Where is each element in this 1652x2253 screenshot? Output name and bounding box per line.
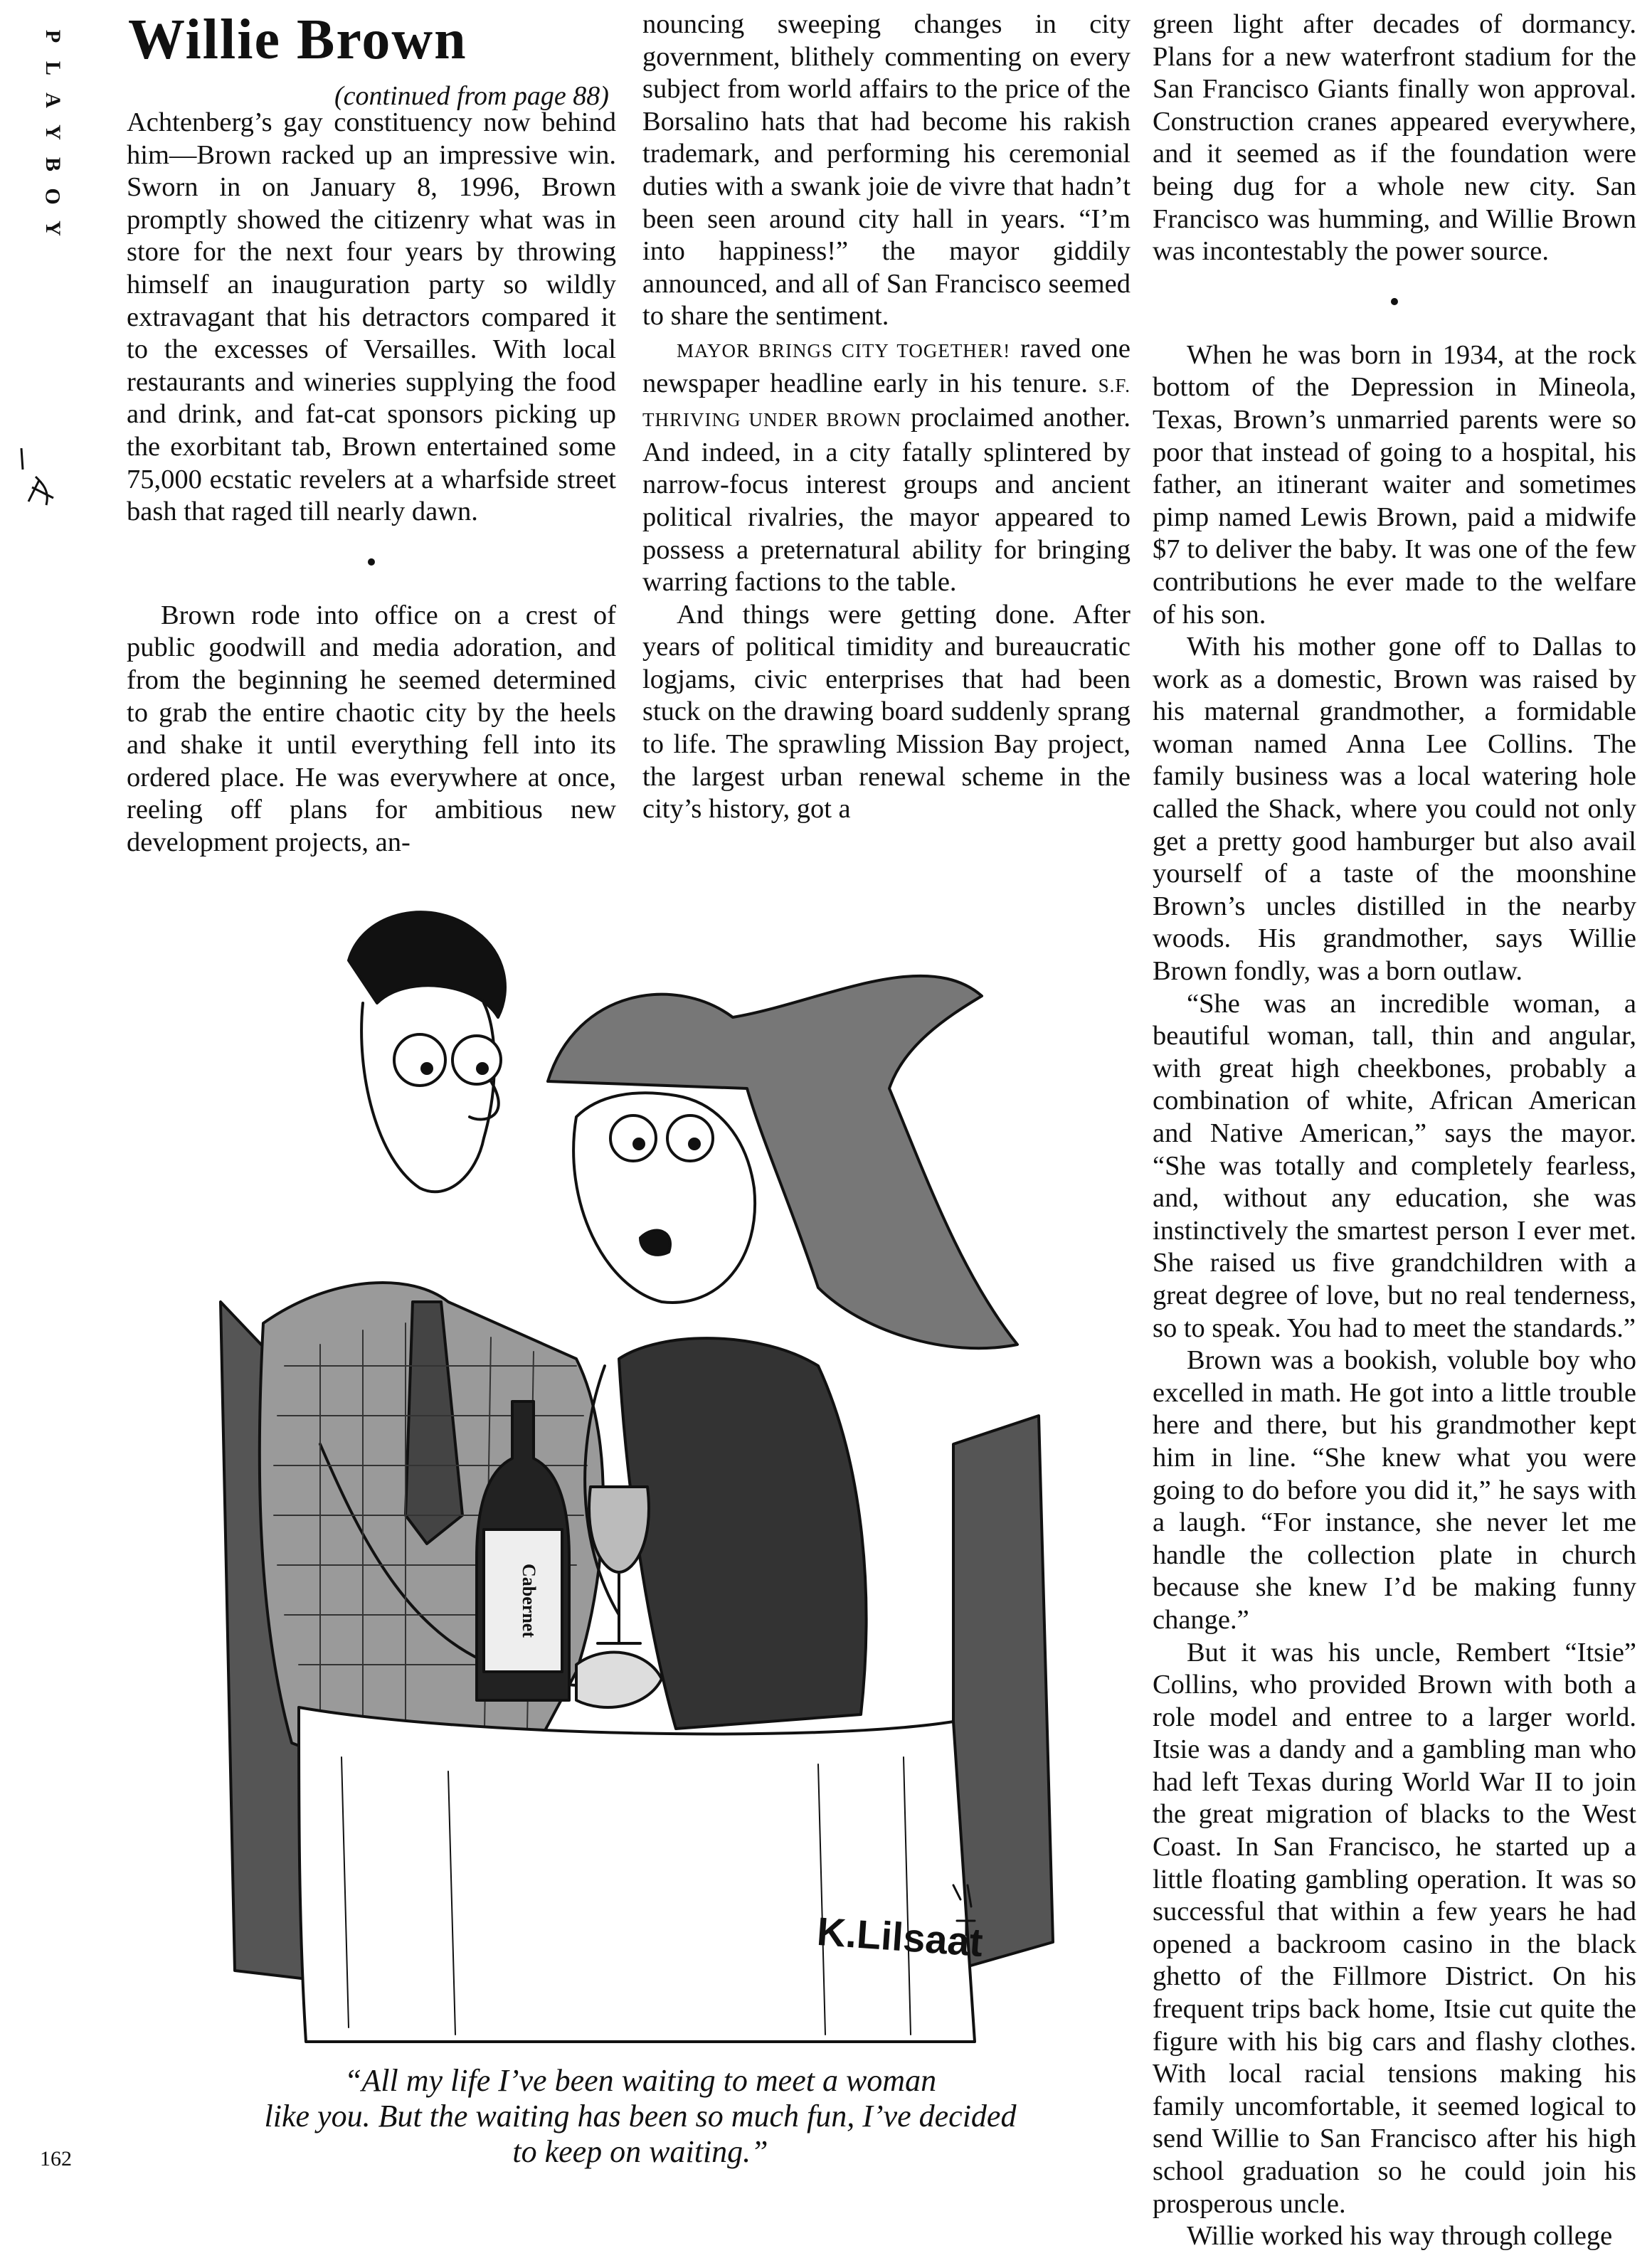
side-label-letter: Y	[41, 124, 65, 140]
woman-glasses	[667, 1115, 713, 1161]
paragraph	[642, 333, 1131, 599]
bottle-label-text: Cabernet	[519, 1564, 539, 1638]
caption-line: like you. But the waiting has been so much fun, I’ve decided	[264, 2099, 1017, 2133]
woman-head	[573, 1093, 755, 1303]
paragraph: And things were getting done. After years of political timidity and bureaucratic logjams, civic enterprises that had been stuck on the drawing board suddenly sprang to life. The sprawling Mission Bay project, the largest urban renewal scheme in the city’s history, got a	[642, 599, 1131, 825]
newspaper-headline: S.F. THRIVING UNDER BROWN	[642, 374, 1131, 431]
woman-lips	[640, 1231, 670, 1255]
margin-ink-mark	[14, 448, 57, 512]
section-break: •	[1389, 285, 1400, 319]
paragraph: When he was born in 1934, at the rock bottom of the Depression in Mineola, Texas, Brown’s unmarried parents were so poor that instead of going to a hospital, his father, an itinerant waiter and sometimes pimp named Lewis Brown, paid a midwife $7 to deliver the baby. It was one of the few contributions he ever made to the welfare of his son.	[1153, 339, 1636, 630]
cartoon-illustration	[178, 903, 1138, 2056]
man-hand	[576, 1653, 662, 1707]
column-3	[1153, 9, 1636, 2253]
side-label-letter: A	[41, 92, 65, 108]
side-label-letter: P	[41, 29, 65, 43]
caption-line: “All my life I’ve been waiting to meet a woman	[344, 2063, 937, 2098]
paragraph-text: raved one newspaper headline early in his tenure.	[642, 333, 1131, 398]
paragraph: green light after decades of dormancy. Plans for a new waterfront stadium for the San Francisco Giants finally won approval. Construction cranes appeared everywhere, and it seemed as if the foundation were being dug for a whole new city. San Francisco was humming, and Willie Brown was incontestably the power source.	[1153, 9, 1636, 267]
paragraph-text: proclaimed another. And indeed, in a city fatally splintered by narrow-focus interest groups and ancient political rivalries, the mayor appeared to possess a preternatural ability for bringing warring factions to the table.	[642, 403, 1131, 598]
paragraph: nouncing sweeping changes in city government, blithely commenting on every subject from world affairs to the price of the Borsalino hats that had become his rakish trademark, and performing his ceremonial duties with a swank joie de vivre that hadn’t been seen around city hall in years. “I’m into happiness!” the mayor giddily announced, and all of San Francisco seemed to share the sentiment.	[642, 9, 1131, 332]
paragraph: Achtenberg’s gay constituency now behind him—Brown racked up an impressive win. Sworn in on January 8, 1996, Brown promptly showed the citizenry what was in store for the next four years by throwing himself an inauguration party so wildly extravagant that his detractors compared it to the excesses of Versailles. With local restaurants and wineries supplying the food and drink, and fat-cat sponsors picking up the exorbitant tab, Brown entertained some 75,000 ecstatic revelers at a wharfside street bash that raged till nearly dawn.	[127, 107, 616, 527]
column-1	[127, 107, 616, 859]
paragraph: Brown rode into office on a crest of public goodwill and media adoration, and from the beginning he seemed determined to grab the entire chaotic city by the heels and shake it until everything fell into its ordered place. He was everywhere at once, reeling off plans for ambitious new development projects, an-	[127, 600, 616, 857]
newspaper-headline: MAYOR BRINGS CITY TOGETHER!	[677, 339, 1011, 361]
continued-note[interactable]: (continued from page 88)	[334, 81, 609, 111]
article-title: Willie Brown	[128, 9, 467, 71]
cartoon-caption	[171, 2063, 1110, 2170]
paragraph: Brown was a bookish, voluble boy who excelled in math. He got into a little trouble here and there, but his grandmother kept him in line. “She knew what you were going to do before you did it,” he says with a laugh. “For instance, she never let me handle the collection plate in church because she knew I’d be making funny change.”	[1153, 1345, 1636, 1635]
man-hair	[349, 912, 505, 1017]
side-label-letter: L	[41, 60, 65, 76]
paragraph: Willie worked his way through college	[1187, 2221, 1613, 2252]
man-eye	[394, 1034, 445, 1086]
paragraph: But it was his uncle, Rembert “Itsie” Collins, who provided Brown with both a role model and entree to a larger world. Itsie was a dandy and a gambling man who had left Texas during World War II to join the great migration of blacks to the West Coast. In San Francisco, he started up a little floating gambling operation. It was so successful that within a few years he had opened a backroom casino in the black ghetto of the Fillmore District. On his frequent trips back home, Itsie cut quite the figure with his big cars and flashy clothes. With local racial tensions making his family uncomfortable, it seemed logical to send Willie to San Francisco after his high school graduation so he could join his prosperous uncle.	[1153, 1637, 1636, 2219]
table	[299, 1707, 975, 2042]
side-label-letter: Y	[41, 221, 65, 236]
magazine-side-label	[38, 26, 67, 239]
man-nose	[470, 1081, 499, 1119]
side-label-letter: O	[41, 188, 65, 205]
paragraph: With his mother gone off to Dallas to work as a domestic, Brown was raised by his maternal grandmother, a formidable woman named Anna Lee Collins. The family business was a local watering hole called the Shack, where you could not only get a pretty good hamburger but also avail yourself of a taste of the moonshine Brown’s uncles distilled in the nearby woods. His grandmother, says Willie Brown fondly, was a born outlaw.	[1153, 632, 1636, 987]
paragraph: “She was an incredible woman, a beautiful woman, tall, thin and angular, with great high cheekbones, probably a combination of white, African American and Native American,” says the mayor. “She was totally and completely fearless, and, without any education, she was instinctively the smartest person I ever met. She raised us five grandchildren with a great degree of love, but no real tenderness, so to speak. You had to meet the standards.”	[1153, 988, 1636, 1343]
man-eye	[452, 1036, 501, 1084]
artist-signature: K.Lilsaat	[815, 1908, 985, 1965]
page-number: 162	[40, 2147, 72, 2170]
column-2	[642, 9, 1131, 826]
side-label-letter: B	[41, 157, 65, 172]
woman-glasses	[610, 1115, 656, 1161]
section-break: •	[366, 546, 377, 579]
man-head	[361, 1003, 494, 1192]
caption-line: to keep on waiting.”	[512, 2134, 768, 2169]
